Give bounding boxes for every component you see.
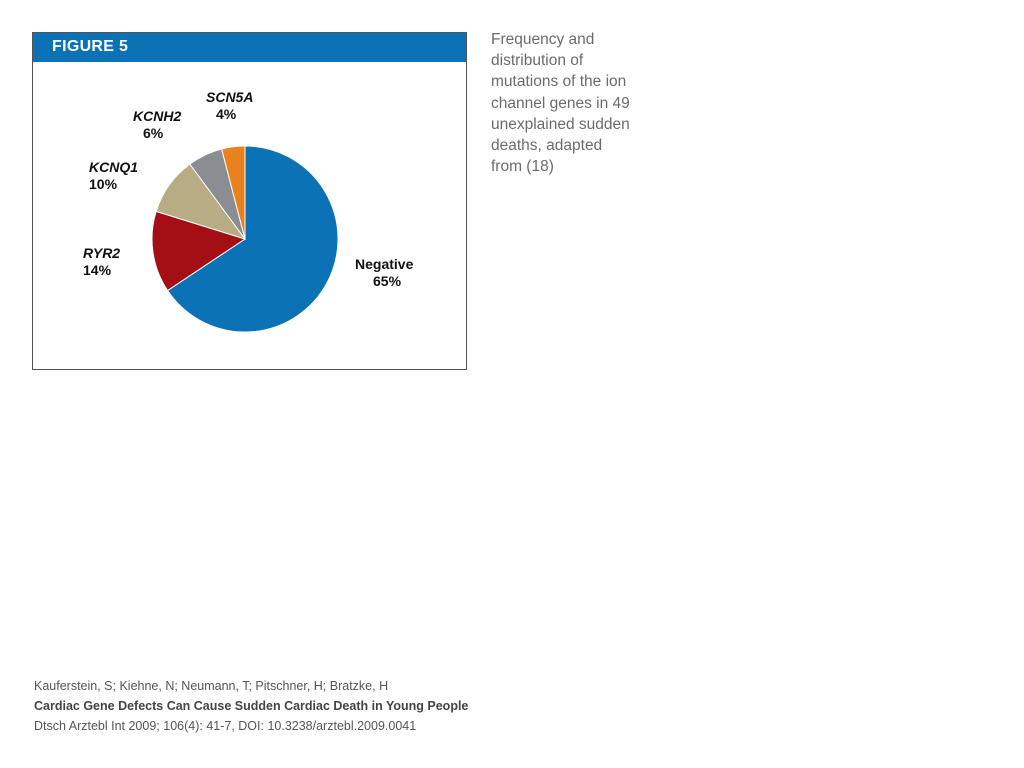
slice-percent-ryr2: 14% (83, 262, 112, 278)
citation-authors: Kauferstein, S; Kiehne, N; Neumann, T; Pitschner, H; Bratzke, H (34, 679, 389, 693)
figure-caption: Frequency and distribution of mutations of the ion channel genes in 49 unexplained sudden deaths, adapted from (18) (491, 31, 630, 176)
slice-name-negative: Negative (355, 256, 414, 272)
citation-title: Cardiac Gene Defects Can Cause Sudden Cardiac Death in Young People (34, 699, 469, 713)
slice-name-kcnq1: KCNQ1 (89, 159, 139, 175)
slice-name-ryr2: RYR2 (83, 245, 121, 261)
slice-percent-kcnq1: 10% (89, 176, 118, 192)
pie-chart (33, 33, 466, 369)
citation-source: Dtsch Arztebl Int 2009; 106(4): 41-7, DOI: 10.3238/arztebl.2009.0041 (34, 719, 417, 733)
citation-block (34, 676, 468, 736)
slice-name-scn5a: SCN5A (206, 89, 254, 105)
slice-percent-negative: 65% (373, 273, 402, 289)
slice-percent-kcnh2: 6% (143, 125, 164, 141)
slice-percent-scn5a: 4% (216, 106, 237, 122)
figure-label: FIGURE 5 (52, 38, 129, 55)
figure-panel (32, 32, 467, 370)
slice-name-kcnh2: KCNH2 (133, 108, 182, 124)
